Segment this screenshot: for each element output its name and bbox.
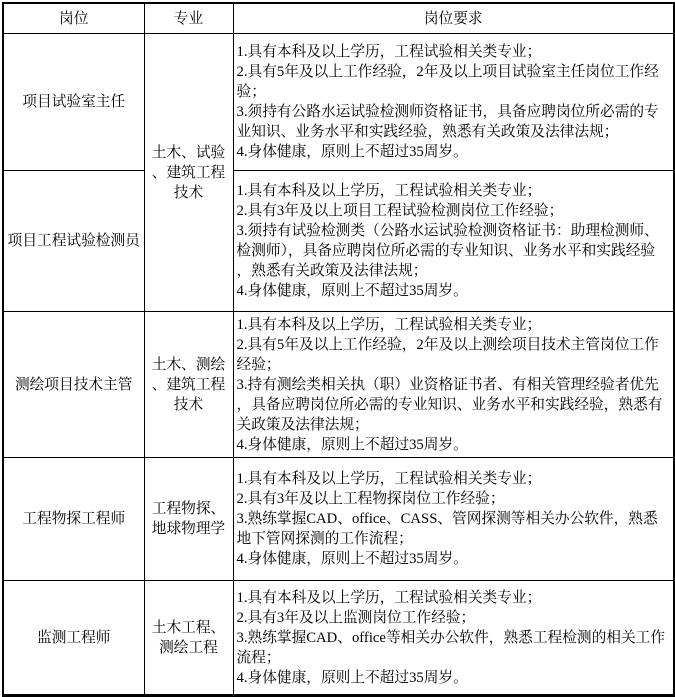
column-header-requirements: 岗位要求	[233, 3, 674, 34]
requirement-item: 3.熟练掌握CAD、office等相关办公软件，熟悉工程检测的相关工作流程；	[236, 629, 666, 666]
column-header-major: 专业	[144, 3, 233, 34]
requirement-item: 3.持有测绘类相关执（职）业资格证书者、有相关管理经验者优先，具备应聘岗位所必需的专业知识、业务水平和实践经验，熟悉有关政策及法律法规；	[236, 376, 663, 433]
position-cell: 测绘项目技术主管	[3, 312, 144, 458]
position-cell: 工程物探工程师	[3, 458, 144, 581]
requirement-item: 2.具有5年及以上工作经验，2年及以上项目试验室主任岗位工作经验；	[236, 64, 659, 100]
requirement-item: 4.身体健康，原则上不超过35周岁。	[236, 436, 468, 453]
requirement-item: 4.身体健康，原则上不超过35周岁。	[236, 144, 468, 160]
requirement-item: 4.身体健康，原则上不超过35周岁。	[236, 283, 468, 299]
major-cell: 工程物探、地球物理学	[144, 458, 233, 581]
requirement-item: 2.具有3年及以上监测岗位工作经验；	[236, 609, 476, 626]
requirement-item: 2.具有5年及以上工作经验，2年及以上测绘项目技术主管岗位工作经验；	[236, 336, 659, 373]
table-row	[3, 34, 674, 171]
requirements-cell	[233, 581, 674, 696]
position-cell: 项目工程试验检测员	[3, 171, 144, 312]
requirement-item: 4.身体健康，原则上不超过35周岁。	[236, 551, 468, 567]
table-row	[3, 458, 674, 581]
table-row	[3, 312, 674, 458]
requirement-item: 1.具有本科及以上学历，工程试验相关类专业；	[236, 471, 542, 487]
requirement-item: 3.须持有试验检测类（公路水运试验检测资格证书：助理检测师、检测师），具备应聘岗位所必需的专业知识、业务水平和实践经验，熟悉有关政策及法律法规；	[236, 223, 659, 279]
header-row	[3, 3, 674, 34]
requirements-cell	[233, 312, 674, 458]
major-cell: 土木、测绘、建筑工程技术	[144, 312, 233, 458]
requirement-item: 1.具有本科及以上学历，工程试验相关类专业；	[236, 183, 542, 199]
table-row	[3, 581, 674, 696]
requirement-item: 1.具有本科及以上学历，工程试验相关类专业；	[236, 316, 542, 333]
major-cell: 土木工程、测绘工程	[144, 581, 233, 696]
requirements-cell	[233, 458, 674, 581]
major-cell-merged: 土木、试验、建筑工程技术	[144, 34, 233, 312]
requirement-item: 2.具有3年及以上项目工程试验检测岗位工作经验；	[236, 203, 564, 219]
requirements-cell	[233, 171, 674, 312]
position-cell: 监测工程师	[3, 581, 144, 696]
table-row	[3, 171, 674, 312]
requirement-item: 3.熟练掌握CAD、office、CASS、管网探测等相关办公软件，熟悉地下管网探测的工作流程；	[236, 511, 658, 547]
requirement-item: 4.身体健康，原则上不超过35周岁。	[236, 669, 468, 686]
requirement-item: 1.具有本科及以上学历，工程试验相关类专业；	[236, 44, 542, 60]
requirement-item: 2.具有3年及以上工程物探岗位工作经验；	[236, 491, 505, 507]
requirement-item: 1.具有本科及以上学历，工程试验相关类专业；	[236, 589, 542, 606]
requirements-cell	[233, 34, 674, 171]
position-cell: 项目试验室主任	[3, 34, 144, 171]
column-header-position: 岗位	[3, 3, 144, 34]
requirement-item: 3.须持有公路水运试验检测师资格证书，具备应聘岗位所必需的专业知识、业务水平和实践经验，熟悉有关政策及法律法规；	[236, 104, 659, 140]
job-positions-table	[2, 2, 675, 697]
